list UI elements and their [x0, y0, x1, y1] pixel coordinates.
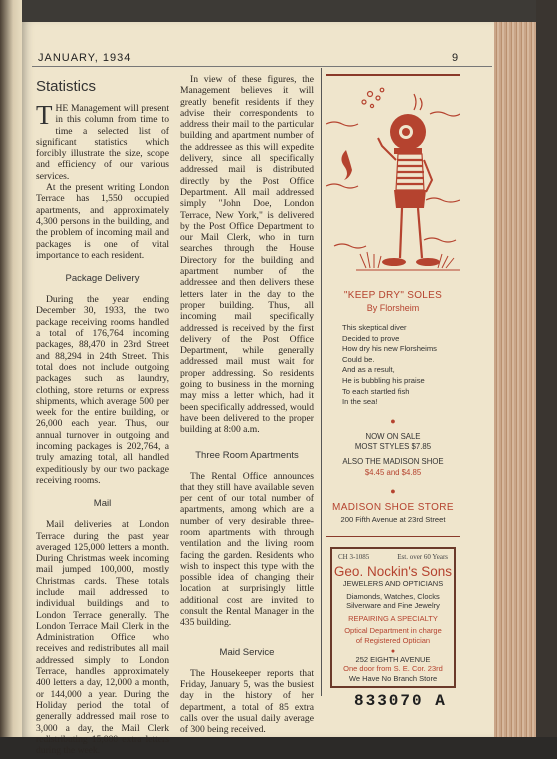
- page-number: 9: [452, 52, 459, 64]
- statistics-title: Statistics: [36, 78, 97, 95]
- jeweler-trade: JEWELERS AND OPTICIANS: [342, 579, 444, 588]
- poem-line: To each startled fish: [342, 386, 410, 396]
- statistics-paragraph: At the present writing London Terrace has 1,550 occupied apartments, and approximately 4,300 persons in the building, and the problem of incoming mail and packages is one of vital importance to each resident.: [36, 182, 169, 261]
- three-room-text: The Rental Office announces that they still have available seven per cent of our total number of apartments, among which are a number of very desirable three-room apartments with through ventilation and the living room facing the garden. Residents who wish to inspect this type with the possible idea of changing their location at surprisingly little additional cost are invited to consult the Rental Manager in the 435 building.: [180, 470, 314, 629]
- poem-line: And as a result,: [342, 365, 395, 375]
- goods-line: Diamonds, Watches, Clocks: [346, 591, 440, 601]
- scan-right-margin: [536, 0, 557, 759]
- three-room-heading: Three Room Apartments: [195, 449, 299, 461]
- ad-poem: [342, 323, 460, 408]
- bullet-dot: ●: [390, 647, 396, 655]
- book-spine: [0, 0, 22, 759]
- page-edges: [494, 22, 536, 737]
- nockin-ad: [330, 547, 456, 688]
- ad-bottom-rule: [326, 536, 460, 537]
- header-rule: [32, 66, 492, 67]
- keep-dry-ad: [326, 74, 460, 537]
- also-line: ALSO THE MADISON SHOE: [342, 456, 444, 466]
- header-month: JANUARY, 1934: [38, 52, 132, 64]
- column-divider: [321, 68, 322, 696]
- second-column: [180, 74, 314, 735]
- mail-heading: Mail: [93, 498, 112, 510]
- keep-dry-title: "KEEP DRY" SOLES: [343, 290, 443, 301]
- optical-line: of Registered Optician: [355, 635, 431, 645]
- poem-line: Could be.: [342, 354, 375, 364]
- phone-number: CH 3-1085: [338, 553, 370, 561]
- optical-line: Optical Department in charge: [344, 626, 442, 636]
- specialty: REPAIRING A SPECIALTY: [348, 613, 438, 623]
- bullet-dot: ●: [390, 415, 396, 426]
- bullet-dot: ●: [390, 486, 396, 497]
- branch-note: We Have No Branch Store: [348, 673, 438, 683]
- mail-addressing-text: In view of these figures, the Management believes it will greatly benefit residents if they advise their correspondents to address their mail to the particular building and apartment number of the addressee as this will expedite delivery, since all specifically addressed mail is distributed directly by the Post Office Department. All mail addressed simply "John Doe, London Terrace, New York," is delivered by the Post Office Department to our Mail Clerk, who in turn searches through the House Directory for the building and apartment number of the addressee and then delivers these letters later in the day to the proper building. Thus, all incoming mail specifically addressed is received by the first delivery of the Post Office Department, while generally addressed mail must wait for proper addressing. So residents going to business in the morning may miss a letter which, had it been specifically addressed, would have been delivered to the proper building at 8:00 a.m.: [180, 74, 314, 436]
- intro-text: HE Management will present in this column from time to time a selected list of significant statistics which forcibly illustrate the size, scope and efficiency of our various services.: [36, 103, 169, 182]
- package-delivery-heading: Package Delivery: [65, 273, 140, 285]
- store-address: 200 Fifth Avenue at 23rd Street: [340, 515, 446, 525]
- jeweler-address: 252 EIGHTH AVENUE: [355, 654, 431, 664]
- poem-line: This skeptical diver: [342, 323, 407, 332]
- diver-illustration: [326, 80, 460, 286]
- poem-line: He is bubbling his praise: [342, 375, 425, 385]
- phone-row: [332, 549, 454, 561]
- poem-line: How dry his new Florsheims: [342, 344, 437, 354]
- scan-top-margin: [0, 0, 557, 22]
- poem-line: Decided to prove: [342, 333, 400, 343]
- maid-service-text: The Housekeeper reports that Friday, January 5, was the busiest day in the history of her department, a total of 85 extra calls over the usual daily average of 300 being received.: [180, 667, 314, 736]
- drop-cap: T: [36, 100, 53, 130]
- jeweler-direction: One door from S. E. Cor. 23rd: [343, 664, 443, 674]
- statistics-column: [36, 78, 169, 756]
- ad-top-rule: [326, 74, 460, 76]
- package-delivery-text: During the year ending December 30, 1933, the two package receiving rooms handled a total of 176,764 incoming packages, 88,470 in 23rd Street and 88,294 in 24th Street. This total does not include outgoing packages such as laundry, clothing, store returns or express shipments, which average 500 per week for the entire building, or 26,000 each year. Thus, our annual turnover in outgoing and incoming packages is 202,764, a truly amazing total, all handled expeditiously by our two package receiving rooms.: [36, 294, 169, 486]
- jeweler-name: Geo. Nockin's Sons: [333, 564, 453, 579]
- poem-line: In the sea!: [342, 397, 378, 407]
- established: Est. over 60 Years: [397, 553, 448, 561]
- mail-text: Mail deliveries at London Terrace during the past year averaged 125,000 letters a month. During Christmas week incoming mail jumped 100,000, mostly Christmas cards. These totals include mail addressed to individual buildings and to London Terrace generally. The London Terrace Mail Clerk in the Administration Office who receives and redistributes all mail addressed simply to London Terrace, handles approximately 400 letters a day, 12,000 a month, or 144,000 a year. During the Holiday period the total of generally addressed mail rose to 3,000 a day, the Mail Clerk redistributing 15,000 extra letters during the week.: [36, 519, 169, 757]
- maid-service-heading: Maid Service: [219, 646, 275, 658]
- store-name: MADISON SHOE STORE: [331, 502, 455, 514]
- also-price: $4.45 and $4.85: [364, 467, 422, 477]
- goods-line: Silverware and Fine Jewelry: [346, 601, 440, 611]
- library-stamp: 833070 A: [354, 692, 447, 710]
- keep-dry-subtitle: By Florsheim: [366, 303, 420, 313]
- sale-price: MOST STYLES $7.85: [354, 442, 432, 452]
- sale-line: NOW ON SALE: [365, 431, 421, 441]
- statistics-intro: [36, 100, 169, 182]
